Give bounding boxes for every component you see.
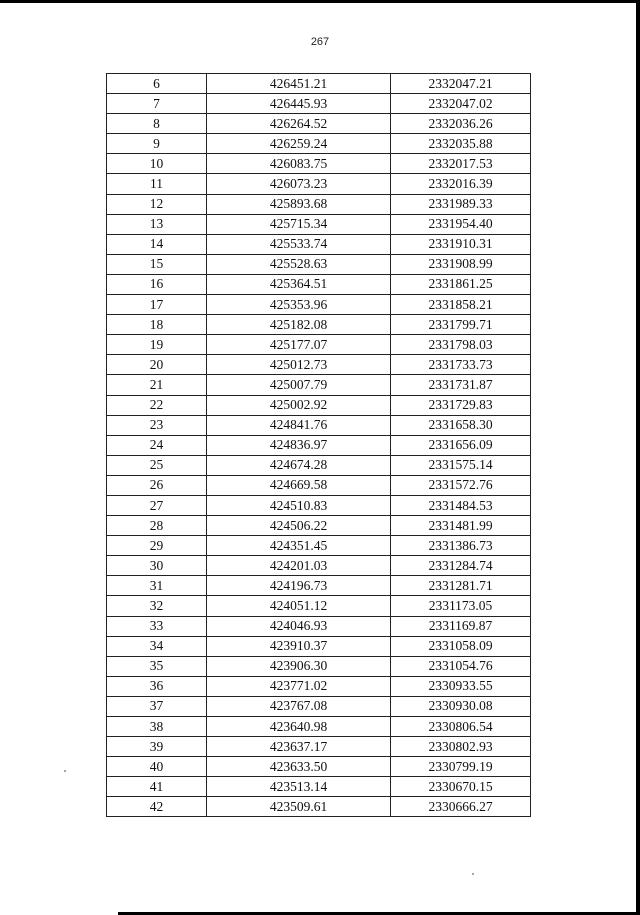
y-coordinate-cell: 2331989.33 — [391, 194, 531, 214]
y-coordinate-cell: 2331575.14 — [391, 455, 531, 475]
table-row — [107, 777, 531, 797]
table-row — [107, 154, 531, 174]
x-coordinate-cell: 423640.98 — [207, 717, 391, 737]
y-coordinate-cell: 2331169.87 — [391, 616, 531, 636]
table-row — [107, 636, 531, 656]
page-number: 267 — [310, 36, 330, 48]
point-number-cell: 25 — [107, 455, 207, 475]
x-coordinate-cell: 425533.74 — [207, 234, 391, 254]
y-coordinate-cell: 2331731.87 — [391, 375, 531, 395]
table-row — [107, 495, 531, 515]
y-coordinate-cell: 2331733.73 — [391, 355, 531, 375]
y-coordinate-cell: 2331656.09 — [391, 435, 531, 455]
x-coordinate-cell: 424510.83 — [207, 495, 391, 515]
point-number-cell: 39 — [107, 737, 207, 757]
point-number-cell: 16 — [107, 274, 207, 294]
point-number-cell: 38 — [107, 717, 207, 737]
y-coordinate-cell: 2331572.76 — [391, 475, 531, 495]
table-row — [107, 797, 531, 817]
table-row — [107, 696, 531, 716]
point-number-cell: 33 — [107, 616, 207, 636]
table-row — [107, 536, 531, 556]
y-coordinate-cell: 2330930.08 — [391, 696, 531, 716]
y-coordinate-cell: 2331658.30 — [391, 415, 531, 435]
y-coordinate-cell: 2331799.71 — [391, 315, 531, 335]
table-row — [107, 315, 531, 335]
y-coordinate-cell: 2331481.99 — [391, 516, 531, 536]
y-coordinate-cell: 2332047.02 — [391, 94, 531, 114]
table-row — [107, 355, 531, 375]
point-number-cell: 20 — [107, 355, 207, 375]
point-number-cell: 36 — [107, 676, 207, 696]
table-row — [107, 134, 531, 154]
table-row — [107, 415, 531, 435]
y-coordinate-cell: 2331729.83 — [391, 395, 531, 415]
table-row — [107, 395, 531, 415]
table-row — [107, 194, 531, 214]
point-number-cell: 22 — [107, 395, 207, 415]
x-coordinate-cell: 423509.61 — [207, 797, 391, 817]
y-coordinate-cell: 2331386.73 — [391, 536, 531, 556]
scan-border-top — [0, 0, 640, 3]
y-coordinate-cell: 2330933.55 — [391, 676, 531, 696]
table-row — [107, 676, 531, 696]
point-number-cell: 9 — [107, 134, 207, 154]
table-row — [107, 174, 531, 194]
table-row — [107, 455, 531, 475]
x-coordinate-cell: 423767.08 — [207, 696, 391, 716]
x-coordinate-cell: 423633.50 — [207, 757, 391, 777]
point-number-cell: 31 — [107, 576, 207, 596]
y-coordinate-cell: 2332036.26 — [391, 114, 531, 134]
x-coordinate-cell: 423637.17 — [207, 737, 391, 757]
point-number-cell: 19 — [107, 335, 207, 355]
point-number-cell: 41 — [107, 777, 207, 797]
table-row — [107, 254, 531, 274]
coordinates-table-body — [107, 74, 531, 817]
y-coordinate-cell: 2330799.19 — [391, 757, 531, 777]
x-coordinate-cell: 425528.63 — [207, 254, 391, 274]
table-row — [107, 114, 531, 134]
table-row — [107, 737, 531, 757]
scan-border-right — [636, 0, 640, 915]
x-coordinate-cell: 426264.52 — [207, 114, 391, 134]
point-number-cell: 27 — [107, 495, 207, 515]
y-coordinate-cell: 2330666.27 — [391, 797, 531, 817]
y-coordinate-cell: 2331054.76 — [391, 656, 531, 676]
table-row — [107, 596, 531, 616]
y-coordinate-cell: 2331798.03 — [391, 335, 531, 355]
table-row — [107, 274, 531, 294]
point-number-cell: 42 — [107, 797, 207, 817]
y-coordinate-cell: 2332047.21 — [391, 74, 531, 94]
table-row — [107, 435, 531, 455]
y-coordinate-cell: 2331284.74 — [391, 556, 531, 576]
x-coordinate-cell: 424674.28 — [207, 455, 391, 475]
point-number-cell: 14 — [107, 234, 207, 254]
x-coordinate-cell: 423513.14 — [207, 777, 391, 797]
y-coordinate-cell: 2332035.88 — [391, 134, 531, 154]
point-number-cell: 8 — [107, 114, 207, 134]
x-coordinate-cell: 425007.79 — [207, 375, 391, 395]
y-coordinate-cell: 2331058.09 — [391, 636, 531, 656]
x-coordinate-cell: 426259.24 — [207, 134, 391, 154]
x-coordinate-cell: 424351.45 — [207, 536, 391, 556]
x-coordinate-cell: 423906.30 — [207, 656, 391, 676]
y-coordinate-cell: 2331173.05 — [391, 596, 531, 616]
x-coordinate-cell: 424051.12 — [207, 596, 391, 616]
table-row — [107, 757, 531, 777]
y-coordinate-cell: 2331910.31 — [391, 234, 531, 254]
x-coordinate-cell: 424836.97 — [207, 435, 391, 455]
y-coordinate-cell: 2331484.53 — [391, 495, 531, 515]
point-number-cell: 34 — [107, 636, 207, 656]
x-coordinate-cell: 424669.58 — [207, 475, 391, 495]
x-coordinate-cell: 425353.96 — [207, 295, 391, 315]
table-row — [107, 234, 531, 254]
point-number-cell: 7 — [107, 94, 207, 114]
x-coordinate-cell: 423910.37 — [207, 636, 391, 656]
x-coordinate-cell: 424196.73 — [207, 576, 391, 596]
point-number-cell: 29 — [107, 536, 207, 556]
table-row — [107, 375, 531, 395]
x-coordinate-cell: 424841.76 — [207, 415, 391, 435]
point-number-cell: 13 — [107, 214, 207, 234]
point-number-cell: 30 — [107, 556, 207, 576]
x-coordinate-cell: 424201.03 — [207, 556, 391, 576]
x-coordinate-cell: 426445.93 — [207, 94, 391, 114]
point-number-cell: 28 — [107, 516, 207, 536]
table-row — [107, 576, 531, 596]
y-coordinate-cell: 2331954.40 — [391, 214, 531, 234]
table-row — [107, 74, 531, 94]
point-number-cell: 23 — [107, 415, 207, 435]
point-number-cell: 35 — [107, 656, 207, 676]
x-coordinate-cell: 426083.75 — [207, 154, 391, 174]
point-number-cell: 18 — [107, 315, 207, 335]
point-number-cell: 21 — [107, 375, 207, 395]
table-row — [107, 616, 531, 636]
point-number-cell: 24 — [107, 435, 207, 455]
table-row — [107, 717, 531, 737]
x-coordinate-cell: 425715.34 — [207, 214, 391, 234]
y-coordinate-cell: 2332017.53 — [391, 154, 531, 174]
x-coordinate-cell: 425893.68 — [207, 194, 391, 214]
point-number-cell: 10 — [107, 154, 207, 174]
x-coordinate-cell: 425177.07 — [207, 335, 391, 355]
x-coordinate-cell: 425012.73 — [207, 355, 391, 375]
y-coordinate-cell: 2330670.15 — [391, 777, 531, 797]
table-row — [107, 475, 531, 495]
x-coordinate-cell: 423771.02 — [207, 676, 391, 696]
x-coordinate-cell: 426073.23 — [207, 174, 391, 194]
table-row — [107, 656, 531, 676]
x-coordinate-cell: 425182.08 — [207, 315, 391, 335]
scan-speck — [64, 770, 66, 772]
scan-speck — [472, 873, 474, 875]
point-number-cell: 17 — [107, 295, 207, 315]
coordinates-table — [106, 73, 531, 817]
y-coordinate-cell: 2331861.25 — [391, 274, 531, 294]
table-row — [107, 556, 531, 576]
point-number-cell: 37 — [107, 696, 207, 716]
x-coordinate-cell: 424046.93 — [207, 616, 391, 636]
point-number-cell: 11 — [107, 174, 207, 194]
y-coordinate-cell: 2330802.93 — [391, 737, 531, 757]
x-coordinate-cell: 425002.92 — [207, 395, 391, 415]
x-coordinate-cell: 425364.51 — [207, 274, 391, 294]
point-number-cell: 32 — [107, 596, 207, 616]
point-number-cell: 26 — [107, 475, 207, 495]
y-coordinate-cell: 2331908.99 — [391, 254, 531, 274]
point-number-cell: 6 — [107, 74, 207, 94]
y-coordinate-cell: 2332016.39 — [391, 174, 531, 194]
x-coordinate-cell: 426451.21 — [207, 74, 391, 94]
point-number-cell: 40 — [107, 757, 207, 777]
y-coordinate-cell: 2331858.21 — [391, 295, 531, 315]
x-coordinate-cell: 424506.22 — [207, 516, 391, 536]
table-row — [107, 516, 531, 536]
table-row — [107, 94, 531, 114]
point-number-cell: 12 — [107, 194, 207, 214]
point-number-cell: 15 — [107, 254, 207, 274]
y-coordinate-cell: 2330806.54 — [391, 717, 531, 737]
y-coordinate-cell: 2331281.71 — [391, 576, 531, 596]
table-row — [107, 214, 531, 234]
table-row — [107, 295, 531, 315]
table-row — [107, 335, 531, 355]
